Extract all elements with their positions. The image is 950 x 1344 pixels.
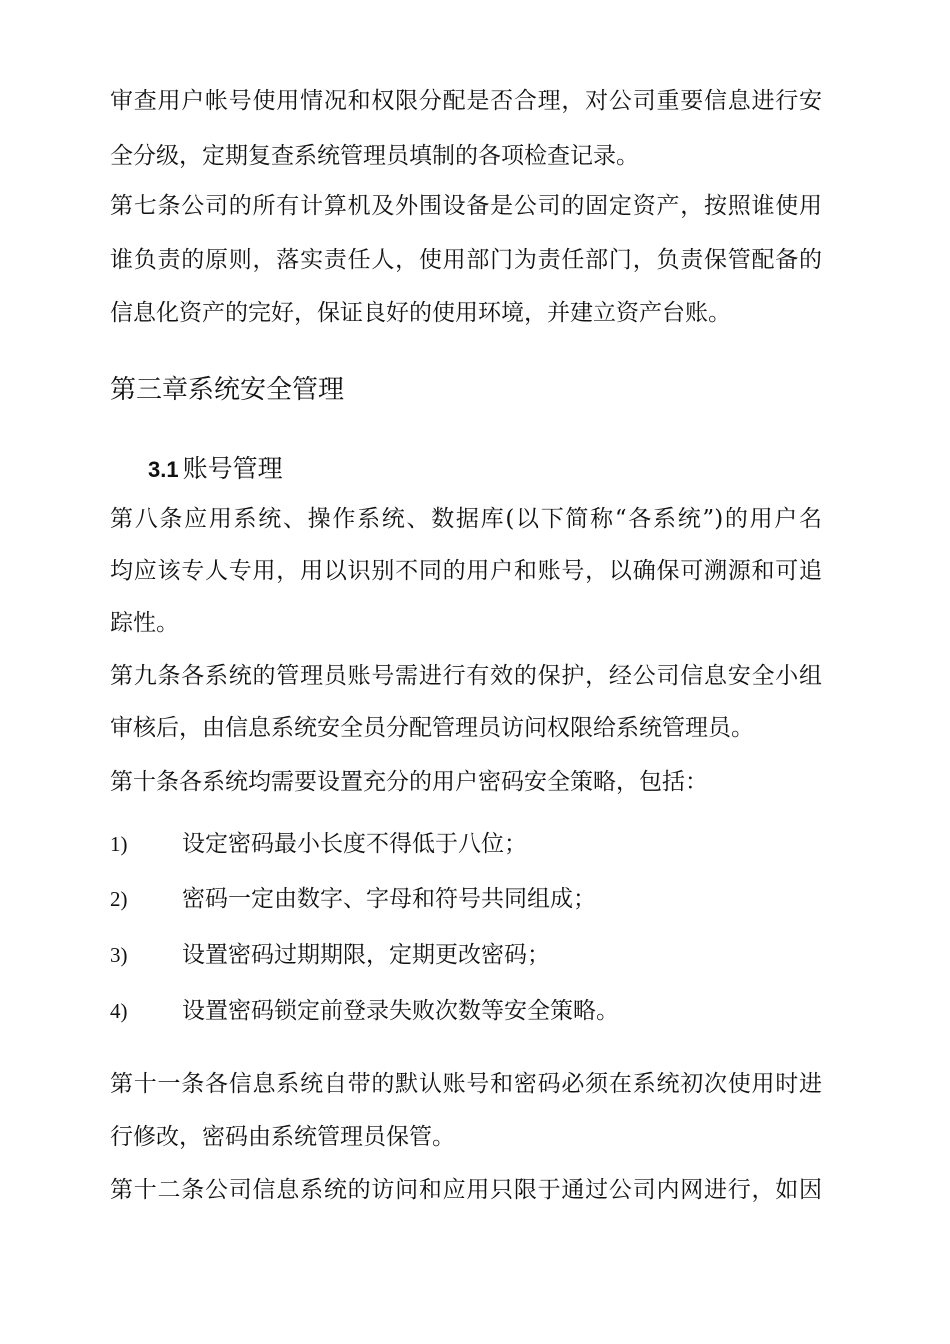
list-item <box>110 996 619 1026</box>
paragraph-line: 审核后，由信息系统安全员分配管理员访问权限给系统管理员。 <box>110 715 754 741</box>
section-title: 账号管理 <box>182 454 283 483</box>
paragraph-line: 全分级，定期复查系统管理员填制的各项检查记录。 <box>110 143 639 169</box>
list-marker: 4) <box>110 999 128 1023</box>
list-text: 设定密码最小长度不得低于八位； <box>182 831 527 857</box>
list-marker: 3) <box>110 943 128 967</box>
section-heading <box>148 454 283 485</box>
paragraph-line: 第八条应用系统、操作系统、数据库(以下简称“各系统”)的用户名 <box>110 506 822 532</box>
section-number: 3.1 <box>148 457 179 482</box>
paragraph-line: 行修改，密码由系统管理员保管。 <box>110 1124 455 1150</box>
list-item <box>110 829 527 859</box>
paragraph-line: 谁负责的原则，落实责任人，使用部门为责任部门，负责保管配备的 <box>110 247 822 273</box>
list-text: 密码一定由数字、字母和符号共同组成； <box>182 886 596 912</box>
chapter-title: 第三章系统安全管理 <box>110 375 345 405</box>
paragraph-line: 信息化资产的完好，保证良好的使用环境，并建立资产台账。 <box>110 300 731 326</box>
list-text: 设置密码过期期限，定期更改密码； <box>182 942 550 968</box>
paragraph-line: 第十一条各信息系统自带的默认账号和密码必须在系统初次使用时进 <box>110 1071 822 1097</box>
list-marker: 1) <box>110 832 128 856</box>
paragraph-line: 审查用户帐号使用情况和权限分配是否合理，对公司重要信息进行安 <box>110 88 822 114</box>
paragraph-line: 第九条各系统的管理员账号需进行有效的保护，经公司信息安全小组 <box>110 663 822 689</box>
paragraph-line: 第十条各系统均需要设置充分的用户密码安全策略，包括： <box>110 769 708 795</box>
paragraph-line: 均应该专人专用，用以识别不同的用户和账号，以确保可溯源和可追 <box>110 558 822 584</box>
paragraph-line: 踪性。 <box>110 610 179 636</box>
list-item <box>110 940 550 970</box>
paragraph-line: 第七条公司的所有计算机及外围设备是公司的固定资产，按照谁使用 <box>110 193 822 219</box>
paragraph-line: 第十二条公司信息系统的访问和应用只限于通过公司内网进行，如因 <box>110 1177 822 1203</box>
list-marker: 2) <box>110 887 128 911</box>
list-item <box>110 884 596 914</box>
list-text: 设置密码锁定前登录失败次数等安全策略。 <box>182 998 619 1024</box>
